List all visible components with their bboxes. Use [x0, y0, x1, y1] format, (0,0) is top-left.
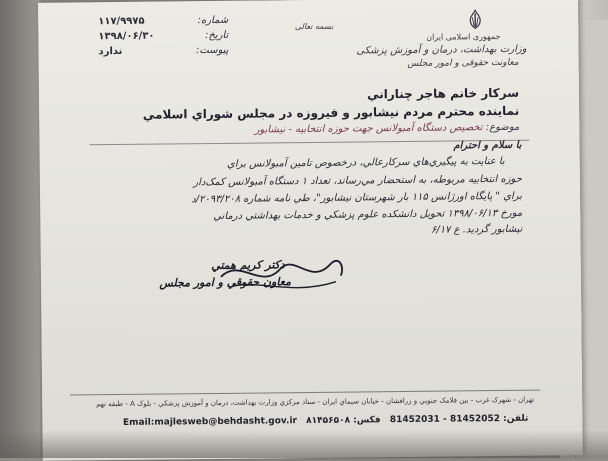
subject-text: تخصیص دستگاه آمبولانس جهت حوزه انتخابیه - نیشابور: [254, 122, 483, 136]
letter-attachment-value: ندارد: [98, 45, 123, 58]
letterhead-ministry: وزارت بهداشت، درمان و آموزش پزشکی: [356, 43, 527, 57]
bottom-shadow: [0, 430, 608, 458]
letter-number-row: [98, 15, 228, 31]
letter-attachment-row: [98, 45, 228, 61]
recipient-name: سرکار خانم هاجر چناراني: [366, 85, 520, 102]
letterhead-deputy: معاونت حقوقی و امور مجلس: [407, 57, 519, 69]
footer-fax: فکس: ۸۱۴۵۶۵۰۸: [306, 415, 381, 427]
letter-attachment-label: پیوست:: [195, 44, 229, 57]
letter-meta: [98, 15, 228, 61]
greeting: با سلام و احترام: [453, 139, 522, 152]
footer-email: Email:majlesweb@behdasht.gov.ir: [122, 416, 298, 428]
footer-contact: [123, 414, 534, 428]
iran-emblem-icon: [464, 8, 486, 30]
letter-number-label: شماره:: [197, 14, 229, 27]
footer-phone: تلفن: 81452052 - 81452031: [389, 413, 529, 426]
letter-number-value: ۱۱۷/۹۹۷۵: [98, 15, 145, 28]
footer-address: تهران - شهرک غرب - بين فلامک جنوبي و زرافشان - خيابان سيماي ايران - ستاد مرکزي وزارت بهداشت، درمان و آموزش پزشکي - بلوک A - طبقه نهم: [96, 395, 535, 409]
letter-date-label: تاریخ:: [205, 29, 229, 42]
body-line: حوزه انتخابيه مربوطه، به استحضار مي‌رساند، تعداد ۱ دستگاه آمبولانس کمک‌دار: [193, 173, 522, 189]
letterhead-basmala: بسمه تعالی: [294, 21, 334, 32]
body-line: نيشابور گرديد. ع ۶/۱۷: [430, 223, 523, 236]
body-line: با عنايت به پيگيري‌هاي سرکارعالي، درخصوص تامين آمبولانس براي: [226, 155, 505, 170]
letter-page: [38, 0, 583, 461]
letter-subject: [255, 122, 520, 136]
body-line: مورخ ۱۳۹۸/۰۶/۱۳ تحويل دانشکده علوم پزشکي و خدمات بهداشتي درماني: [213, 207, 523, 223]
letter-date-value: ۱۳۹۸/۰۶/۳۰: [98, 30, 155, 43]
recipient-title: نماينده محترم مردم نيشابور و فيروزه در مجلس شوراي اسلامي: [142, 103, 520, 122]
body-line: براي " پايگاه اورژانس ۱۱۵ بار شهرستان نيشابور"، طي نامه شماره ۲۰۹۳/۲۰۸/د: [191, 190, 523, 206]
signatory-name: دکتر کريم همتي: [211, 258, 285, 273]
footer-divider: [70, 390, 540, 396]
subject-label: موضوع:: [485, 121, 520, 134]
letter-date-row: [98, 30, 228, 46]
signatory-title: معاون حقوقي و امور مجلس: [159, 275, 292, 290]
letterhead-country: جمهوری اسلامی ایران: [426, 31, 501, 42]
desk-background: [0, 0, 40, 458]
